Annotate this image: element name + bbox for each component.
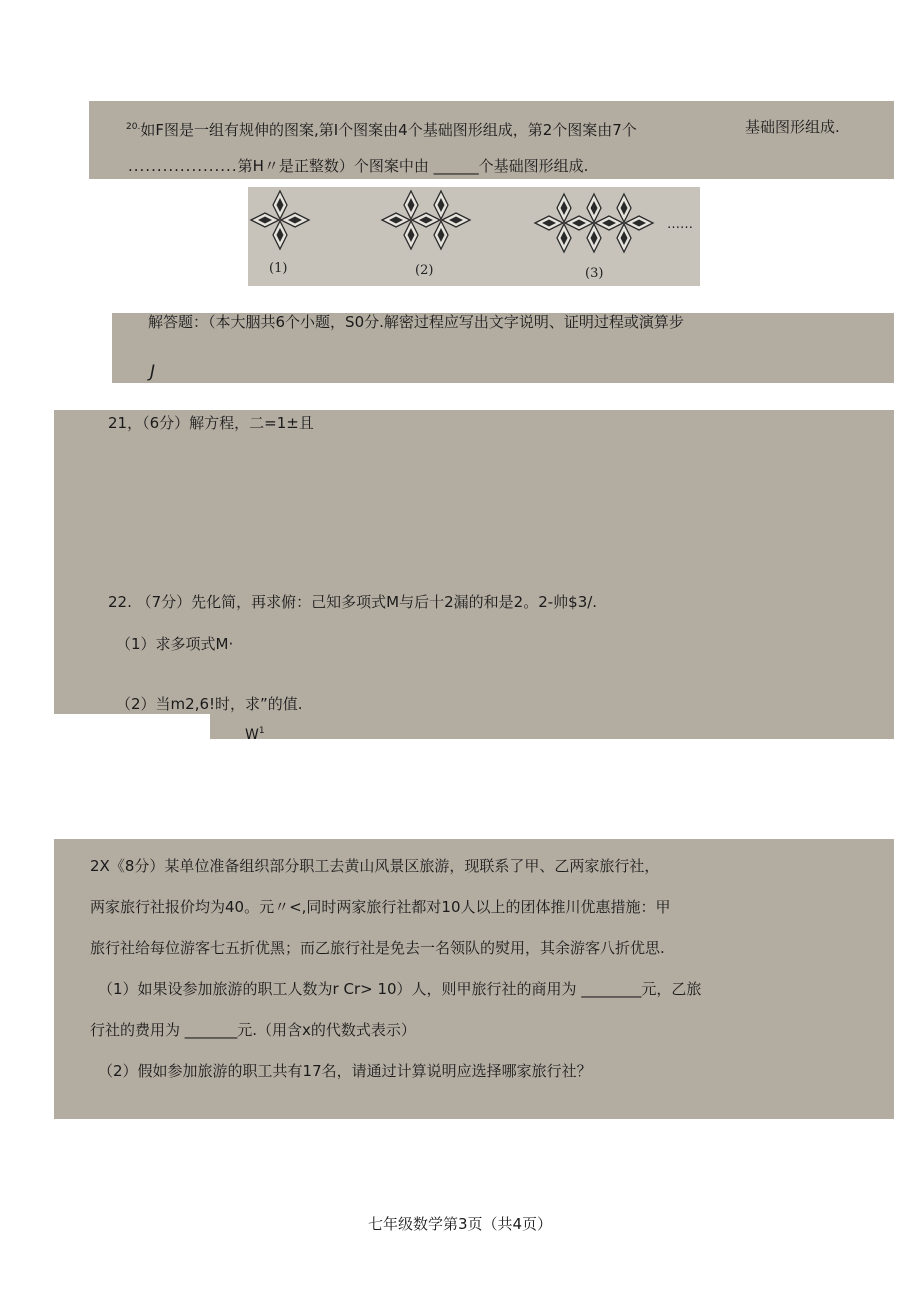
pattern-1 — [251, 191, 309, 249]
q20-figure — [248, 187, 700, 286]
q23-line5: 行社的费用为 _______元.（用含x的代数式表示） — [90, 1021, 416, 1039]
q20-line1-tail: 基础图形组成. — [745, 118, 840, 136]
pattern-2 — [382, 191, 470, 249]
pattern-figure — [248, 187, 700, 286]
q22-part2-extra — [245, 722, 265, 744]
figure-label-3: (3) — [585, 266, 604, 281]
q22-part2: （2）当m2,6!时，求”的值. — [116, 695, 303, 713]
q22-w: W — [245, 727, 259, 743]
pattern-3 — [535, 194, 653, 252]
q23-line3: 旅行社给每位游客七五折优黑；而乙旅行社是免去一名领队的熨用，其余游客八折优思. — [90, 939, 665, 957]
q23-line6: （2）假如参加旅游的职工共有17名，请通过计算说明应选择哪家旅行社？ — [98, 1062, 592, 1080]
q20-line2-text: 第H〃是正整数）个图案中由 ______个基础图形组成. — [237, 157, 589, 175]
q21-text: 21，（6分）解方程，二=1±且 — [108, 414, 314, 432]
q20-line1-text: 如F图是一组有规伸的图案,第I个图案由4个基础图形组成，第2个图案由7个 — [140, 121, 637, 139]
section-line1: 解答题：（本大胭共6个小题，S0分.解密过程应写出文字说明、证明过程或演算步 — [148, 313, 684, 331]
q22-band-tail — [210, 713, 894, 739]
q20-dots: ................... — [128, 157, 238, 175]
q22-text: 22. （7分）先化简，再求俯：己知多项式M与后十2漏的和是2。2-帅$3/. — [108, 593, 598, 611]
q23-line4: （1）如果设参加旅游的职工人数为r Cr> 10）人，则甲旅行社的商用为 ________元，乙旅 — [98, 980, 702, 998]
q20-line2 — [128, 157, 588, 175]
q20-number: 20. — [126, 122, 141, 132]
figure-label-1: (1) — [269, 261, 288, 276]
q20-line1 — [126, 118, 637, 139]
section-line2: J — [150, 362, 156, 382]
q23-line1: 2X《8分）某单位准备组织部分职工去黄山风景区旅游，现联系了甲、乙两家旅行社， — [90, 857, 660, 875]
figure-ellipsis: …… — [667, 217, 693, 232]
q22-part1: （1）求多项式M· — [116, 635, 234, 653]
q21-band — [54, 410, 894, 578]
page-footer: 七年级数学第3页（共4页） — [367, 1215, 553, 1233]
q23-line2: 两家旅行社报价均为40。元〃<,同时两家旅行社都对10人以上的团体推川优惠措施：甲 — [90, 898, 671, 916]
figure-label-2: (2) — [415, 263, 434, 278]
q22-w-sup: 1 — [258, 726, 265, 736]
